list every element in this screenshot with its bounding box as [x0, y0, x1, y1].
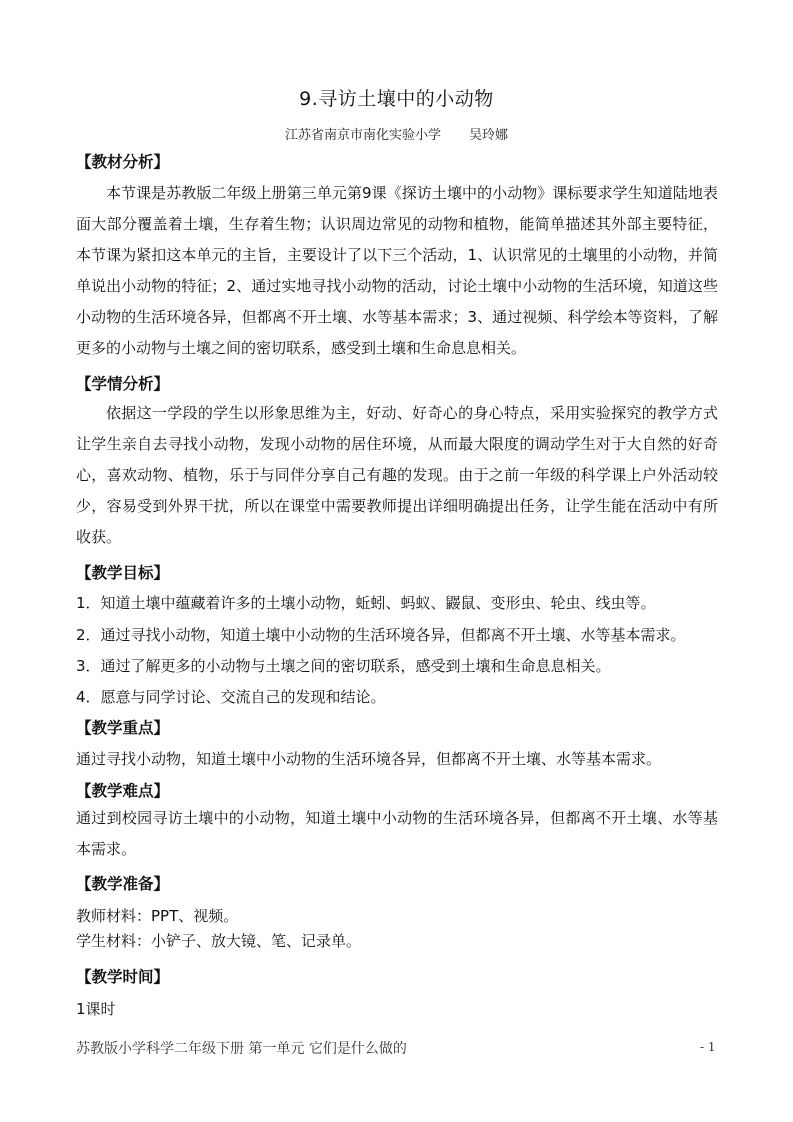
heading-key-points: 【教学重点】: [76, 719, 170, 737]
paragraph-key-points: 通过寻找小动物，知道土壤中小动物的生活环境各异，但都离不开土壤、水等基本需求。: [76, 750, 662, 768]
objective-item: 3．通过了解更多的小动物与土壤之间的密切联系，感受到土壤和生命息息相关。: [76, 657, 611, 675]
heading-time: 【教学时间】: [76, 968, 170, 986]
school-name: 江苏省南京市南化实验小学: [284, 128, 441, 143]
footer-text: 苏教版小学科学二年级下册 第一单元 它们是什么做的: [76, 1041, 407, 1057]
paragraph-textbook-analysis: 本节课是苏教版二年级上册第三单元第9课《探访土壤中的小动物》课标要求学生知道陆地表面大部分覆盖着土壤，生存着生物；认识周边常见的动物和植物，能简单描述其外部主要特征，本节课为紧扣这本单元的主旨，主要设计了以下三个活动，1、认识常见的土壤里的小动物，并简单说出小动物的特征；2、通过实地寻找小动物的活动，讨论土壤中小动物的生活环境，知道这些小动物的生活环境各异，但都离不开土壤、水等基本需求；3、通过视频、科学绘本等资料，了解更多的小动物与土壤之间的密切联系，感受到土壤和生命息息相关。: [76, 184, 718, 357]
heading-objectives: 【教学目标】: [76, 564, 170, 582]
objective-item: 2．通过寻找小动物，知道土壤中小动物的生活环境各异，但都离不开土壤、水等基本需求。: [76, 626, 686, 644]
heading-textbook-analysis: 【教材分析】: [76, 153, 170, 171]
heading-difficulties: 【教学难点】: [76, 782, 170, 800]
teacher-materials: 教师材料：PPT、视频。: [76, 907, 239, 925]
lesson-duration: 1课时: [76, 1000, 116, 1018]
paragraph-student-analysis: 依据这一学段的学生以形象思维为主，好动、好奇心的身心特点，采用实验探究的教学方式让学生亲自去寻找小动物，发现小动物的居住环境，从而最大限度的调动学生对于大自然的好奇心，喜欢动物、植物，乐于与同伴分享自己有趣的发现。由于之前一年级的科学课上户外活动较少，容易受到外界干扰，所以在课堂中需要教师提出详细明确提出任务，让学生能在活动中有所收获。: [76, 404, 718, 546]
page-title: 9.寻访土壤中的小动物: [299, 88, 494, 110]
heading-preparation: 【教学准备】: [76, 875, 170, 893]
objective-item: 1．知道土壤中蕴藏着许多的土壤小动物，蚯蚓、蚂蚁、鼹鼠、变形虫、轮虫、线虫等。: [76, 594, 656, 612]
objective-item: 4．愿意与同学讨论、交流自己的发现和结论。: [76, 688, 386, 706]
heading-student-analysis: 【学情分析】: [76, 375, 170, 393]
page-number: - 1: [700, 1040, 716, 1054]
student-materials: 学生材料：小铲子、放大镜、笔、记录单。: [76, 932, 362, 950]
paragraph-difficulties: 通过到校园寻访土壤中的小动物，知道土壤中小动物的生活环境各异，但都离不开土壤、水等基本需求。: [76, 809, 718, 858]
author-line: [0, 124, 793, 143]
author-name: 吴玲娜: [469, 128, 509, 143]
